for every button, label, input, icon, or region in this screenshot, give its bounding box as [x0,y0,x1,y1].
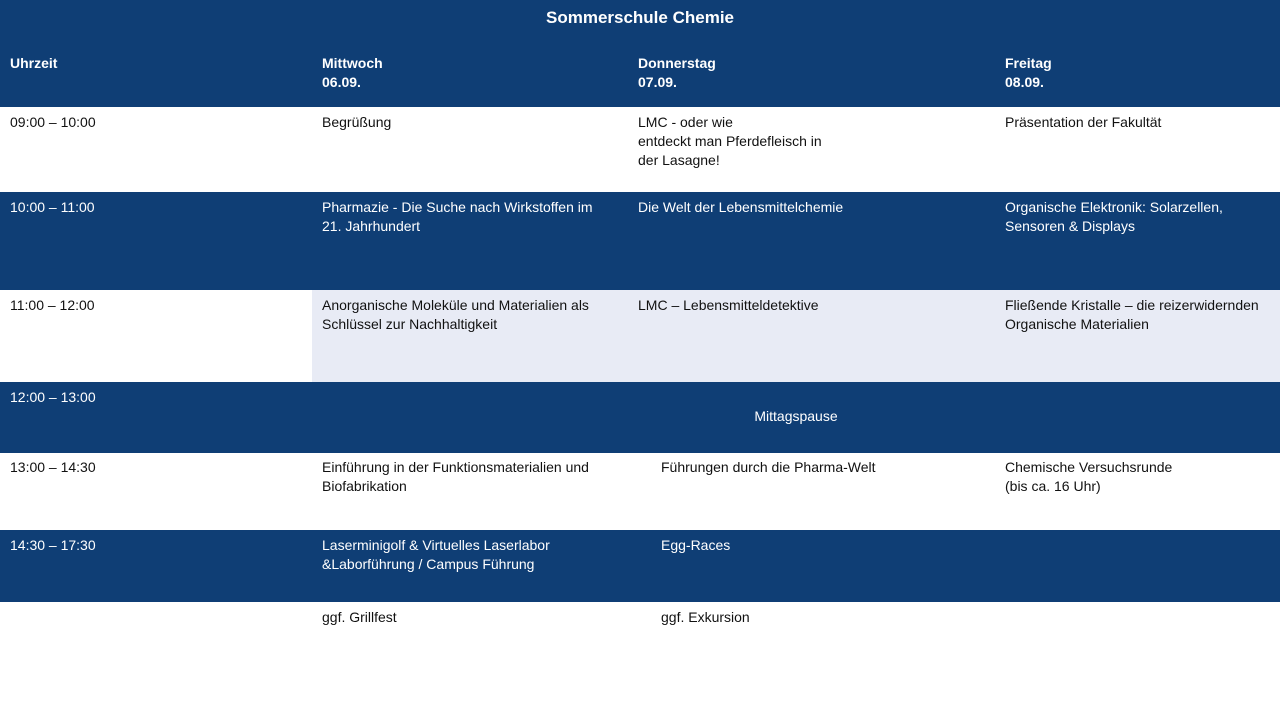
header-day-wednesday: Mittwoch [322,55,383,71]
row1-friday: Präsentation der Fakultät [1005,114,1162,130]
row2-friday: Organische Elektronik: Solarzellen, Sensoren & Displays [1005,199,1223,234]
row1-time: 09:00 – 10:00 [10,114,96,130]
lunch-break-label: Mittagspause [754,408,838,424]
row5-thursday: Führungen durch die Pharma-Welt [661,459,876,475]
header-day-thursday: Donnerstag [638,55,716,71]
row3-time: 11:00 – 12:00 [10,297,95,313]
row5-friday: Chemische Versuchsrunde (bis ca. 16 Uhr) [1005,459,1173,494]
row6-thursday: Egg-Races [661,537,731,553]
header-band [0,0,1280,107]
row3-friday: Fließende Kristalle – die reizerwidernden Organische Materialien [1005,297,1259,332]
header-date-friday: 08.09. [1005,74,1044,90]
row7-thursday: ggf. Exkursion [661,609,750,625]
row1-wednesday: Begrüßung [322,114,392,130]
row1-thursday: LMC - oder wie entdeckt man Pferdefleisch in der Lasagne! [638,114,822,168]
row3-thursday: LMC – Lebensmitteldetektive [638,297,819,313]
header-date-thursday: 07.09. [638,74,677,90]
row4-time: 12:00 – 13:00 [10,389,96,405]
row2-time: 10:00 – 11:00 [10,199,95,215]
row6-wednesday: Laserminigolf & Virtuelles Laserlabor &Laborführung / Campus Führung [322,537,550,572]
header-date-wednesday: 06.09. [322,74,361,90]
row6-time: 14:30 – 17:30 [10,537,96,553]
row5-wednesday: Einführung in der Funktionsmaterialien und Biofabrikation [322,459,589,494]
row6-band [0,530,1280,602]
row2-thursday: Die Welt der Lebensmittelchemie [638,199,844,215]
row3-wednesday: Anorganische Moleküle und Materialien als Schlüssel zur Nachhaltigkeit [322,297,589,332]
row7-wednesday: ggf. Grillfest [322,609,397,625]
header-time: Uhrzeit [10,55,58,71]
row5-time: 13:00 – 14:30 [10,459,96,475]
page-title: Sommerschule Chemie [545,8,734,27]
header-day-friday: Freitag [1005,55,1052,71]
row2-wednesday: Pharmazie - Die Suche nach Wirkstoffen im 21. Jahrhundert [322,199,593,234]
